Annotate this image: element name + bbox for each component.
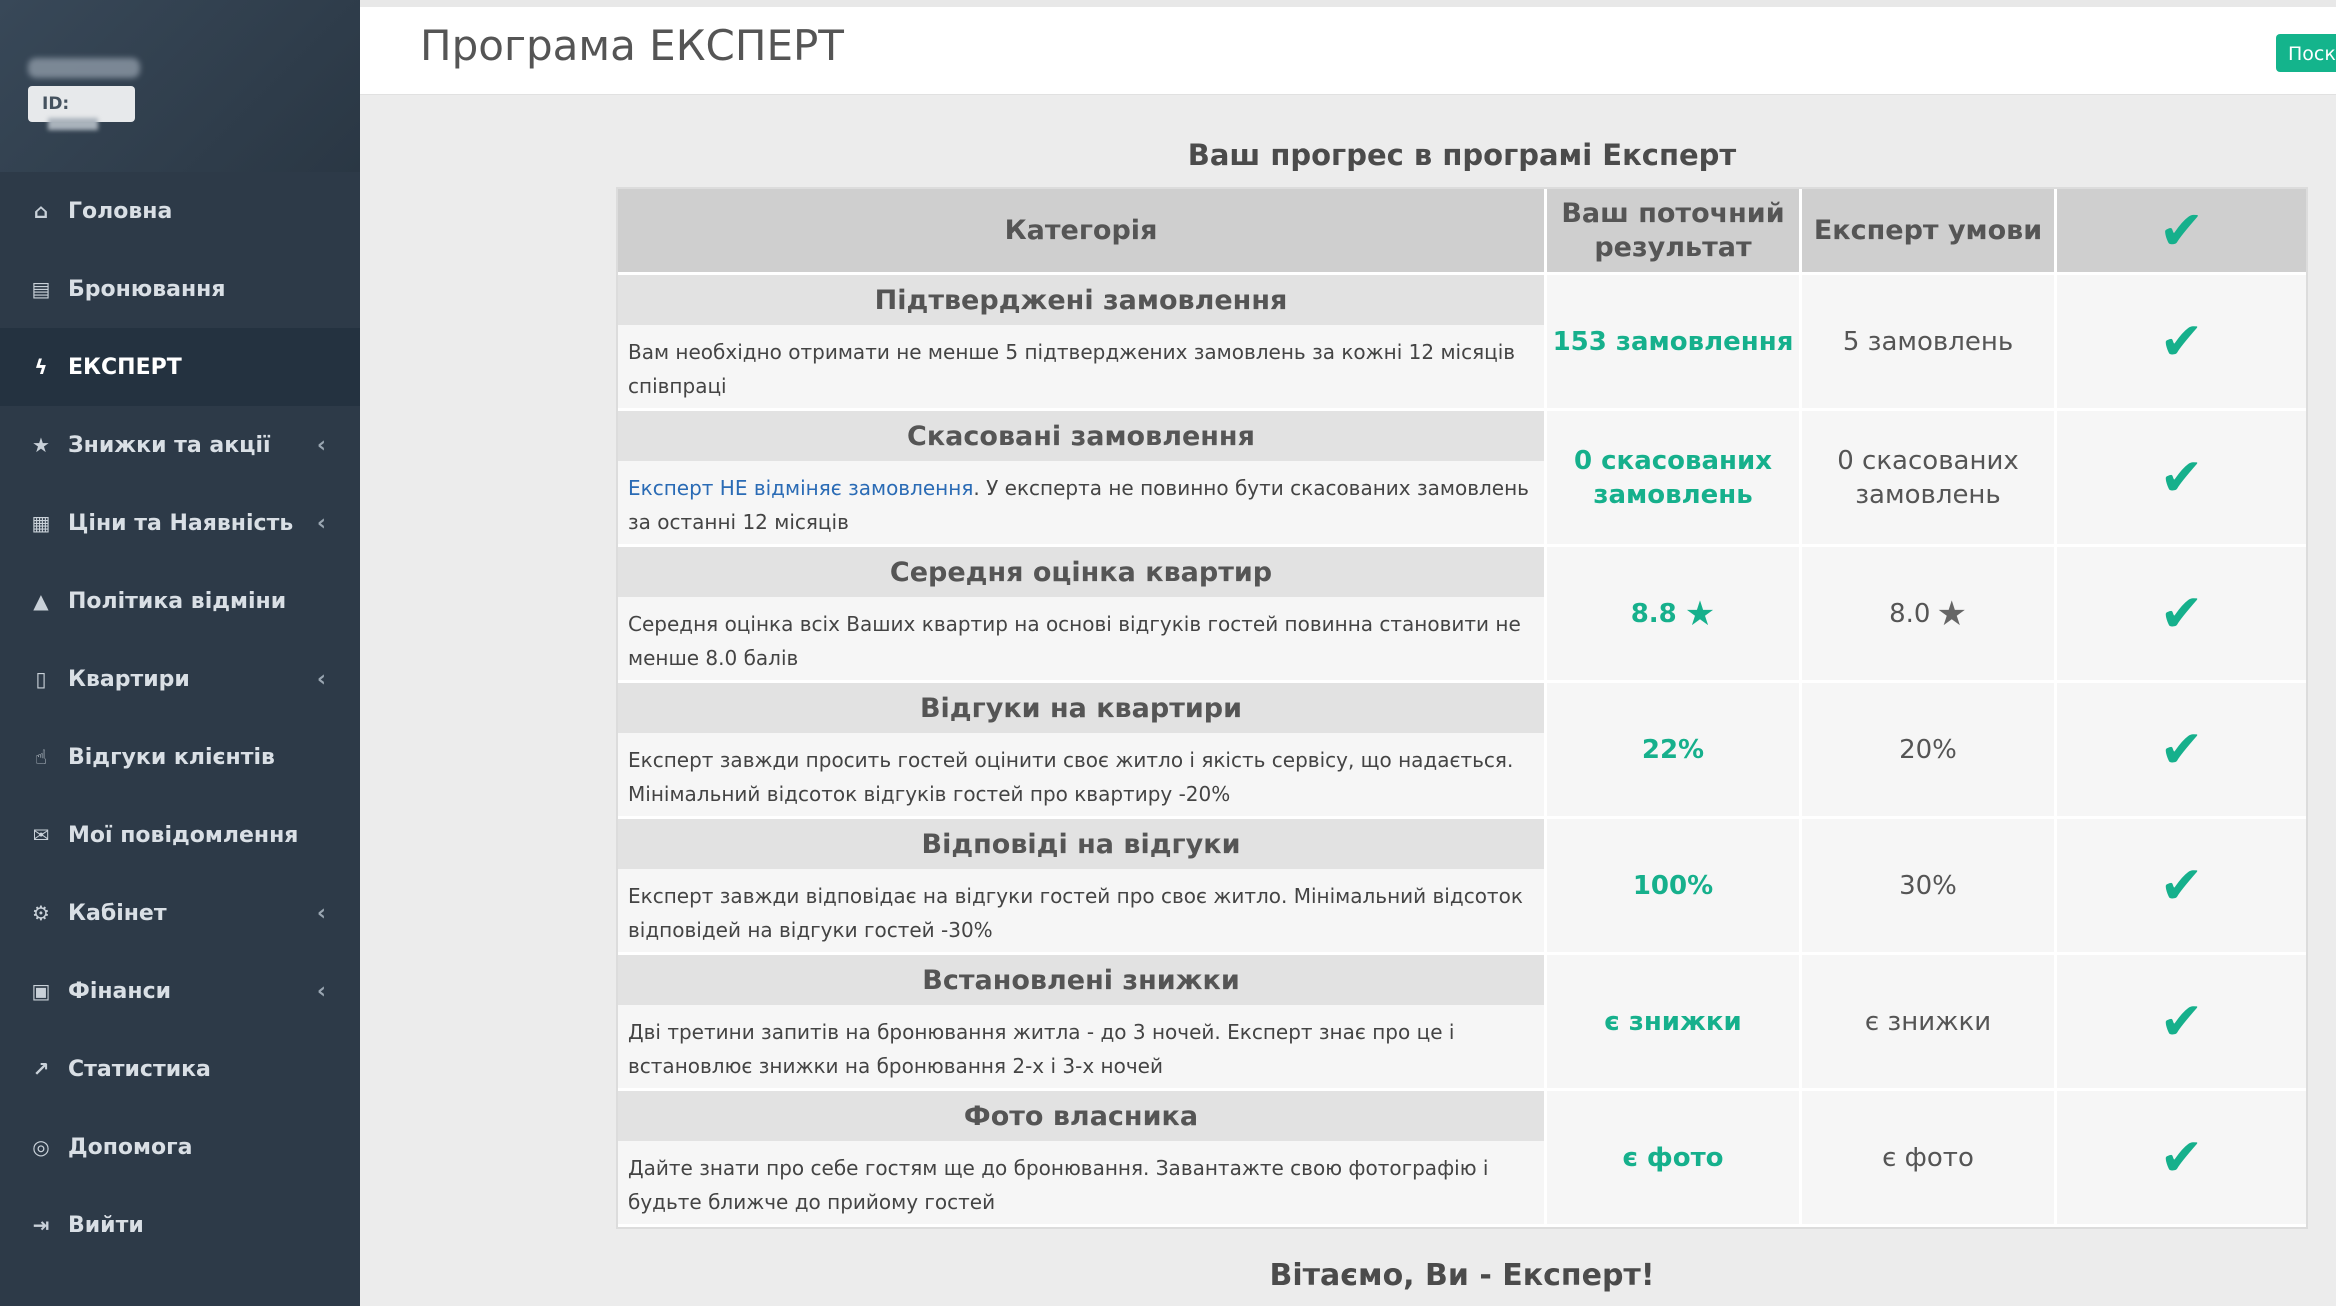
status-cell: [2057, 1091, 2306, 1227]
top-strip: [360, 0, 2336, 7]
category-cell: [618, 819, 1547, 955]
current-result: 153 замовлення: [1547, 275, 1802, 411]
category-cell: [618, 411, 1547, 547]
table-row: [618, 683, 2306, 819]
chart-line-icon: ↗: [32, 1057, 50, 1081]
chevron-left-icon: ‹: [316, 900, 326, 926]
star-icon: ★: [32, 433, 50, 457]
expert-requirement: 5 замовлень: [1802, 275, 2057, 411]
category-title: Середня оцінка квартир: [618, 547, 1544, 597]
sidebar-nav: [0, 172, 360, 1264]
star-icon: ★: [1684, 593, 1716, 634]
gears-icon: ⚙: [32, 901, 50, 925]
star-icon: ★: [1936, 593, 1967, 634]
column-header-category: Категорія: [618, 189, 1547, 275]
expert-requirement: 20%: [1802, 683, 2057, 819]
category-description: Дайте знати про себе гостям ще до бронювання. Завантажте свою фотографію і будьте ближче до прийому гостей: [628, 1156, 1489, 1214]
category-title: Фото власника: [618, 1091, 1544, 1141]
current-result: 100%: [1547, 819, 1802, 955]
table-header-row: [618, 189, 2306, 275]
expert-progress-table: [616, 187, 2308, 1229]
sidebar-item-label: Ціни та Наявність: [68, 510, 294, 536]
sidebar-item-cancellation-policy[interactable]: [0, 562, 360, 640]
category-description-text: . У експерта не повинно бути скасованих замовлень за останні 12 місяців: [628, 476, 1529, 534]
current-rating: 8.8: [1630, 598, 1677, 629]
category-title: Встановлені знижки: [618, 955, 1544, 1005]
sidebar-item-label: ЕКСПЕРТ: [68, 354, 182, 380]
current-result: є фото: [1547, 1091, 1802, 1227]
sign-out-icon: ⇥: [32, 1213, 50, 1237]
sidebar-item-label: Знижки та акції: [68, 432, 271, 458]
category-cell: [618, 275, 1547, 411]
category-cell: [618, 1091, 1547, 1227]
table-row: [618, 819, 2306, 955]
sidebar-item-label: Головна: [68, 198, 173, 224]
status-cell: [2057, 275, 2306, 411]
sidebar-item-label: Фінанси: [68, 978, 172, 1004]
sidebar-item-discounts[interactable]: [0, 406, 360, 484]
checkmark-icon: ✔: [2158, 198, 2205, 262]
category-description: Вам необхідно отримати не менше 5 підтверджених замовлень за кожні 12 місяців співпраці: [628, 340, 1516, 398]
sidebar-item-label: Вийти: [68, 1212, 144, 1238]
table-row: [618, 955, 2306, 1091]
congratulations-message: Вітаємо, Ви - Експерт!: [1269, 1258, 1655, 1293]
sidebar-item-logout[interactable]: [0, 1186, 360, 1264]
sidebar-item-reviews[interactable]: [0, 718, 360, 796]
category-cell: [618, 683, 1547, 819]
column-header-requirements: Експерт умови: [1802, 189, 2057, 275]
progress-title: Ваш прогрес в програмі Експерт: [1187, 138, 1737, 172]
money-icon: ▣: [31, 979, 51, 1003]
sidebar-item-label: Бронювання: [68, 276, 226, 302]
current-result: [1547, 547, 1802, 683]
chevron-left-icon: ‹: [316, 666, 326, 692]
table-row: [618, 547, 2306, 683]
chevron-left-icon: ‹: [316, 432, 326, 458]
sidebar-item-label: Відгуки клієнтів: [68, 744, 275, 770]
expert-requirement: 30%: [1802, 819, 2057, 955]
category-description: Експерт завжди просить гостей оцінити своє житло і якість сервісу, що надається. Мінімальний відсоток відгуків гостей про квартиру -20%: [628, 748, 1514, 806]
table-row: [618, 1091, 2306, 1227]
thumbs-up-icon: ☝: [34, 745, 48, 769]
column-header-current: Ваш поточний результат: [1547, 189, 1802, 275]
status-cell: [2057, 547, 2306, 683]
calendar-icon: ▦: [31, 511, 51, 535]
checkmark-icon: ✔: [2159, 1127, 2204, 1188]
user-id-badge: [28, 86, 135, 122]
sidebar-item-cabinet[interactable]: [0, 874, 360, 952]
expert-no-cancel-link[interactable]: Експерт НЕ відміняє замовлення: [628, 476, 974, 500]
building-icon: ▯: [35, 667, 47, 691]
status-cell: [2057, 683, 2306, 819]
expert-requirement: є фото: [1802, 1091, 2057, 1227]
sidebar-item-label: Квартири: [68, 666, 190, 692]
sidebar-item-home[interactable]: [0, 172, 360, 250]
home-icon: ⌂: [33, 199, 49, 223]
status-cell: [2057, 819, 2306, 955]
checkmark-icon: ✔: [2159, 311, 2204, 372]
sidebar-item-help[interactable]: [0, 1108, 360, 1186]
user-name-blurred: [28, 58, 140, 78]
checkmark-icon: ✔: [2159, 855, 2204, 916]
sidebar-item-bookings[interactable]: [0, 250, 360, 328]
status-cell: [2057, 411, 2306, 547]
sidebar-item-label: Допомога: [68, 1134, 193, 1160]
checkmark-icon: ✔: [2159, 583, 2204, 644]
user-id-blurred: [48, 118, 98, 130]
page-header: [360, 7, 2336, 95]
user-panel: [0, 0, 360, 172]
search-button[interactable]: Поск: [2276, 34, 2336, 72]
column-header-status: [2057, 189, 2306, 275]
chevron-left-icon: ‹: [316, 978, 326, 1004]
table-row: [618, 411, 2306, 547]
current-result: 22%: [1547, 683, 1802, 819]
current-result: є знижки: [1547, 955, 1802, 1091]
user-id-label: ID:: [42, 94, 70, 114]
category-title: Скасовані замовлення: [618, 411, 1544, 461]
category-description: Дві третини запитів на бронювання житла - до 3 ночей. Експерт знає про це і встановлює знижки на бронювання 2-х і 3-х ночей: [628, 1020, 1455, 1078]
checkmark-icon: ✔: [2159, 991, 2204, 1052]
envelope-icon: ✉: [32, 823, 50, 847]
category-title: Відповіді на відгуки: [618, 819, 1544, 869]
book-icon: ▤: [31, 277, 51, 301]
current-result: 0 скасованих замовлень: [1547, 411, 1802, 547]
expert-requirement: 0 скасованих замовлень: [1802, 411, 2057, 547]
category-description: Експерт завжди відповідає на відгуки гостей про своє житло. Мінімальний відсоток відповідей на відгуки гостей -30%: [628, 884, 1523, 942]
warning-icon: ▲: [33, 589, 49, 613]
category-title: Відгуки на квартири: [618, 683, 1544, 733]
bolt-icon: ϟ: [34, 355, 48, 379]
expert-requirement: [1802, 547, 2057, 683]
category-description: Середня оцінка всіх Ваших квартир на основі відгуків гостей повинна становити не менше 8.0 балів: [628, 612, 1521, 670]
sidebar-item-label: Політика відміни: [68, 588, 287, 614]
sidebar-item-label: Кабінет: [68, 900, 167, 926]
category-title: Підтверджені замовлення: [618, 275, 1544, 325]
category-cell: [618, 955, 1547, 1091]
lifebuoy-icon: ◎: [32, 1135, 50, 1159]
sidebar-item-prices[interactable]: [0, 484, 360, 562]
sidebar-item-label: Статистика: [68, 1056, 211, 1082]
sidebar-item-expert[interactable]: [0, 328, 360, 406]
expert-requirement: є знижки: [1802, 955, 2057, 1091]
sidebar: [0, 0, 360, 1306]
checkmark-icon: ✔: [2159, 447, 2204, 508]
sidebar-item-finance[interactable]: [0, 952, 360, 1030]
category-description: [618, 461, 1544, 539]
table-row: [618, 275, 2306, 411]
sidebar-item-messages[interactable]: [0, 796, 360, 874]
checkmark-icon: ✔: [2159, 719, 2204, 780]
category-cell: [618, 547, 1547, 683]
sidebar-item-statistics[interactable]: [0, 1030, 360, 1108]
status-cell: [2057, 955, 2306, 1091]
sidebar-item-label: Мої повідомлення: [68, 822, 299, 848]
required-rating: 8.0: [1889, 598, 1931, 629]
chevron-left-icon: ‹: [316, 510, 326, 536]
page-title: Програма ЕКСПЕРТ: [420, 21, 844, 70]
sidebar-item-apartments[interactable]: [0, 640, 360, 718]
